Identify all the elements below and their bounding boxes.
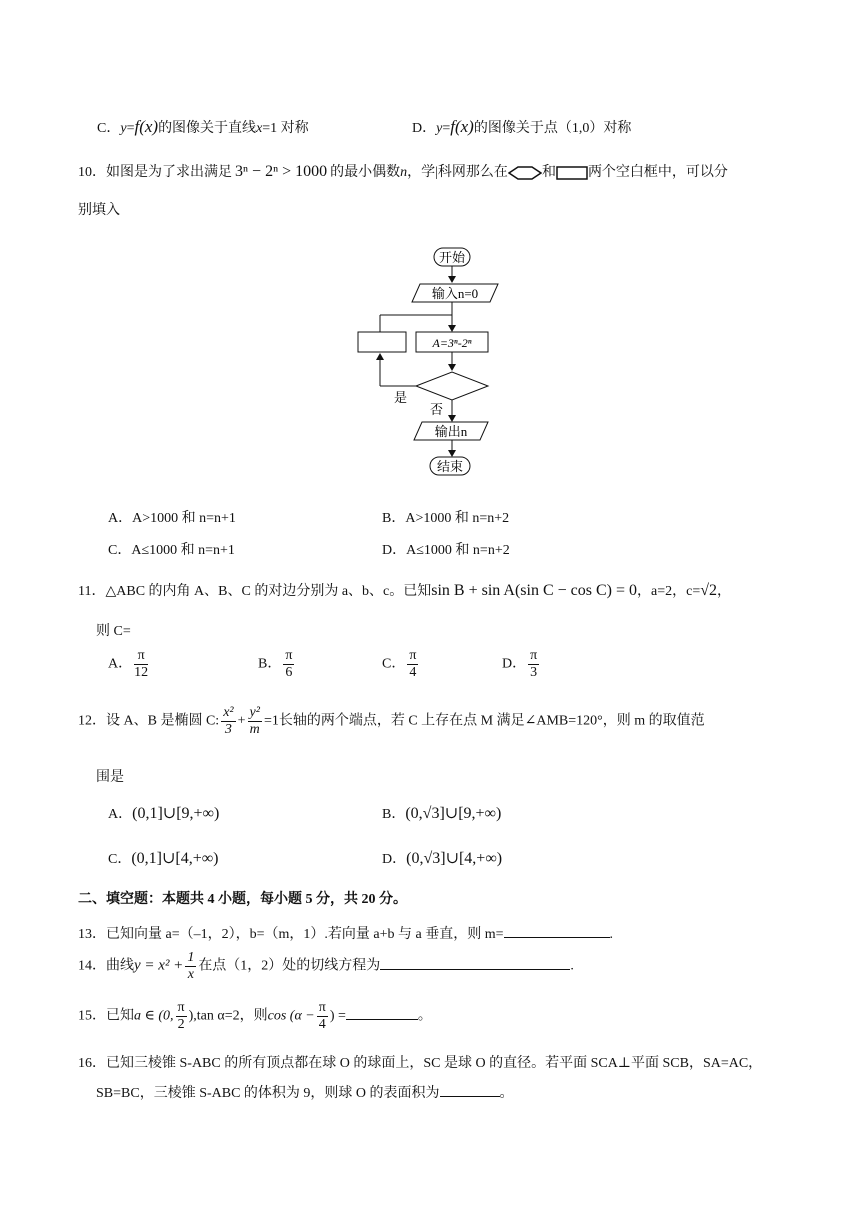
stem-text: 设 A、B 是椭圆 C: xyxy=(106,713,220,729)
option-label: C． xyxy=(108,543,132,558)
flowchart xyxy=(350,240,500,480)
q13 xyxy=(78,923,613,943)
fraction xyxy=(317,1000,328,1033)
answer-blank[interactable] xyxy=(346,1005,418,1020)
option-label: D． xyxy=(502,656,527,672)
q16-line2 xyxy=(96,1082,514,1102)
stem-text: 已知向量 a=（–1，2），b=（m，1）.若向量 a+b 与 a 垂直，则 m= xyxy=(106,927,504,942)
denominator: 4 xyxy=(318,1017,326,1032)
fraction xyxy=(134,648,148,681)
question-number: 10． xyxy=(78,165,106,180)
fraction xyxy=(528,648,539,681)
numerator: 1 xyxy=(187,950,195,965)
q11-option-d xyxy=(502,648,541,681)
stem-text: 在点（1，2）处的切线方程为 xyxy=(198,958,381,974)
flow-no-label: 否 xyxy=(430,402,444,417)
sqrt-value: √2 xyxy=(700,582,718,599)
plus-sign: + xyxy=(237,713,246,729)
option-label: A． xyxy=(108,511,133,526)
q12-option-d xyxy=(382,848,502,868)
stem-text: 的最小偶数 xyxy=(330,165,401,180)
equation: a ∈ (0, xyxy=(134,1008,174,1024)
numerator: π xyxy=(409,648,417,663)
option-text: A≤1000 和 n=n+1 xyxy=(131,543,235,558)
answer-blank[interactable] xyxy=(380,955,570,970)
denominator: 6 xyxy=(285,665,293,680)
q11-option-a xyxy=(108,648,150,681)
option-label: C． xyxy=(108,852,132,867)
option-text: A>1000 和 n=n+1 xyxy=(132,511,236,526)
option-text: A>1000 和 n=n+2 xyxy=(405,511,510,526)
option-label: D． xyxy=(382,852,407,867)
option-label: C． xyxy=(97,121,121,136)
stem-end: 。 xyxy=(499,1086,514,1101)
flow-start-label: 开始 xyxy=(438,250,466,265)
q12-option-b xyxy=(382,803,501,823)
denominator: 3 xyxy=(224,722,232,737)
stem-text: ，a=2，c= xyxy=(637,584,701,599)
q9-option-d xyxy=(412,117,631,137)
stem-text: 已知 xyxy=(106,1008,134,1024)
question-number: 14． xyxy=(78,958,106,974)
numerator: π xyxy=(285,648,293,663)
section-heading: 二、填空题：本题共 4 小题，每小题 5 分，共 20 分。 xyxy=(78,892,407,907)
option-label: C． xyxy=(382,656,406,672)
q12-option-a xyxy=(108,803,219,823)
question-number: 11． xyxy=(78,584,106,599)
option-text: (0,√3]∪[4,+∞) xyxy=(406,850,503,867)
q11-stem-line2: 则 C= xyxy=(96,624,131,639)
stem-text: 和 xyxy=(541,165,556,180)
denominator: 3 xyxy=(530,665,538,680)
q15 xyxy=(78,1000,432,1033)
stem-text: 已知三棱锥 S-ABC 的所有顶点都在球 O 的球面上，SC 是球 O 的直径。若平面 SCA⊥平面 SCB，SA=AC， xyxy=(106,1056,763,1071)
option-text: (0,√3]∪[9,+∞) xyxy=(405,805,502,822)
option-label: D． xyxy=(382,543,407,558)
equation: sin B + sin A(sin C − cos C) = 0 xyxy=(431,582,638,599)
numerator: π xyxy=(134,648,148,665)
flow-yes-label: 是 xyxy=(394,390,408,405)
option-label: A． xyxy=(108,807,133,822)
var-y: y xyxy=(436,121,443,136)
stem-text: ，学|科网那么在 xyxy=(407,165,508,180)
q10-stem-line1 xyxy=(78,161,728,181)
option-text: (0,1]∪[4,+∞) xyxy=(131,850,219,867)
q12-stem-line2: 围是 xyxy=(96,770,124,785)
q12-stem-line1 xyxy=(78,705,705,738)
denominator: 4 xyxy=(409,665,417,680)
equation: ) xyxy=(188,1008,194,1024)
q16-line1 xyxy=(78,1052,762,1072)
rectangle-blank-icon xyxy=(556,166,588,180)
stem-text: △ABC 的内角 A、B、C 的对边分别为 a、b、c。已知 xyxy=(105,584,432,599)
numerator: π xyxy=(530,648,538,663)
option-text: A≤1000 和 n=n+2 xyxy=(406,543,510,558)
numerator: π xyxy=(177,1000,185,1015)
q10-option-d xyxy=(382,539,510,559)
denominator: 12 xyxy=(134,665,149,680)
option-label: D． xyxy=(412,121,437,136)
fraction xyxy=(176,1000,187,1033)
equation: y = x² + xyxy=(134,957,184,974)
equation: cos (α − xyxy=(267,1008,315,1024)
equation: ) = xyxy=(329,1008,346,1024)
flow-end-label: 结束 xyxy=(436,459,464,474)
stem-end: . xyxy=(609,927,614,942)
option-label: B． xyxy=(382,511,406,526)
stem-end: . xyxy=(570,958,574,974)
eq-sign: = xyxy=(126,121,135,136)
flow-input-label: 输入n=0 xyxy=(431,286,479,301)
option-text-tail: =1 对称 xyxy=(262,121,309,136)
numerator: x² xyxy=(223,705,234,720)
option-label: A． xyxy=(108,656,133,672)
q12-option-c xyxy=(108,848,219,868)
option-text: 的图像关于点（1,0）对称 xyxy=(473,121,632,136)
flow-decision-diamond xyxy=(416,372,488,400)
q9-option-c xyxy=(97,117,309,137)
option-text: 的图像关于直线 xyxy=(158,121,257,136)
option-text: (0,1]∪[9,+∞) xyxy=(132,805,220,822)
option-label: B． xyxy=(382,807,406,822)
denominator: x xyxy=(187,967,194,982)
q14 xyxy=(78,950,574,983)
flow-blank-rect xyxy=(358,332,406,352)
question-number: 15． xyxy=(78,1008,106,1024)
option-label: B． xyxy=(258,656,282,672)
func-fx: f(x) xyxy=(134,117,159,136)
stem-text: ， xyxy=(717,584,732,599)
denominator: 2 xyxy=(177,1017,185,1032)
fraction xyxy=(407,648,418,681)
q11-stem-line1 xyxy=(78,580,731,600)
fraction-y xyxy=(248,705,262,738)
q10-option-a xyxy=(108,507,236,527)
flow-process-label: A=3ⁿ-2ⁿ xyxy=(432,336,472,350)
question-number: 13． xyxy=(78,927,106,942)
numerator: π xyxy=(318,1000,326,1015)
var-n: n xyxy=(400,165,408,180)
q11-option-c xyxy=(382,648,420,681)
q10-stem-line2: 别填入 xyxy=(78,203,120,218)
var-x: x xyxy=(256,121,263,136)
q11-option-b xyxy=(258,648,296,681)
denominator: m xyxy=(249,722,260,737)
fraction xyxy=(283,648,294,681)
answer-blank[interactable] xyxy=(440,1082,500,1097)
q10-option-c xyxy=(108,539,235,559)
fraction xyxy=(185,950,196,983)
stem-end: 。 xyxy=(417,1008,432,1024)
var-y: y xyxy=(120,121,127,136)
numerator: y² xyxy=(249,705,260,720)
func-fx: f(x) xyxy=(450,117,474,136)
question-number: 16． xyxy=(78,1056,106,1071)
stem-text: 如图是为了求出满足 xyxy=(106,165,232,180)
diamond-blank-icon xyxy=(508,166,542,180)
answer-blank[interactable] xyxy=(504,923,610,938)
q10-option-b xyxy=(382,507,509,527)
inequality: 3ⁿ − 2ⁿ > 1000 xyxy=(235,163,328,180)
fraction-x xyxy=(221,705,235,738)
stem-text: 两个空白框中，可以分 xyxy=(587,165,728,180)
stem-text: 曲线 xyxy=(106,958,134,974)
eq-sign: =1 xyxy=(263,713,279,729)
stem-text: ,tan α=2，则 xyxy=(193,1008,268,1024)
eq-sign: = xyxy=(442,121,451,136)
stem-text: SB=BC，三棱锥 S-ABC 的体积为 9，则球 O 的表面积为 xyxy=(96,1086,440,1101)
stem-text: 长轴的两个端点，若 C 上存在点 M 满足∠AMB=120°，则 m 的取值范 xyxy=(278,713,705,729)
flow-output-label: 输出n xyxy=(434,424,468,439)
question-number: 12． xyxy=(78,713,106,729)
